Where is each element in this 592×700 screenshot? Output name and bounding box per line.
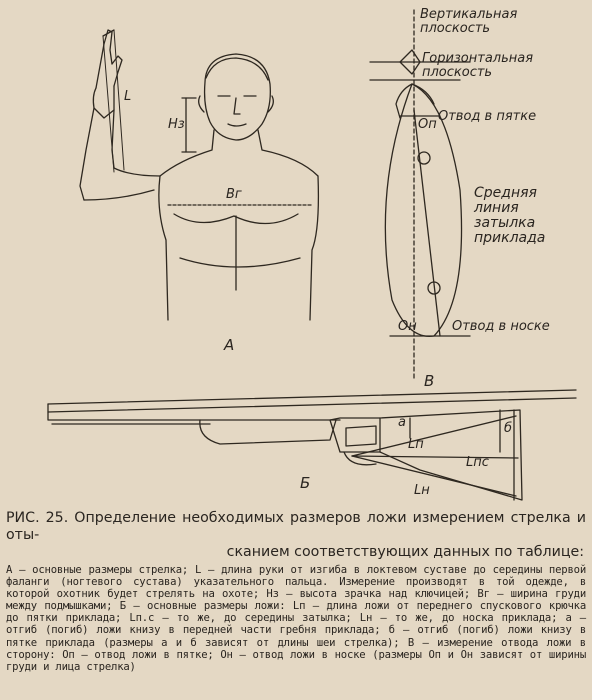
label-Br: Вг bbox=[226, 187, 242, 202]
label-panel-v: В bbox=[424, 372, 435, 390]
caption-title-line1: РИС. 25. Определение необходимых размеров ложи измерением стрелка и оты- bbox=[6, 510, 586, 543]
label-LH: Lн bbox=[414, 483, 430, 498]
label-toe-offset: Отвод в носке bbox=[452, 319, 550, 334]
label-On: Оп bbox=[418, 117, 437, 132]
label-Ln: Lп bbox=[408, 437, 424, 452]
caption-body: А — основные размеры стрелка; L — длина руки от изгиба в локтевом суставе до середины первой фаланги (ногтевого сустава) указательного пальца. Измерение производят в той одежде, в которой охотник будет стрелять на охоте; Нз — высота зрачка над ключицей; Вг — ширина груди между подмышками; Б — основные размеры ложи: Lп — длина ложи от переднего спускового крючка до пятки приклада; Lп.с — то же, до середины затылка; Lн — то же, до носка приклада; а — отгиб (погиб) ложи книзу в передней части гребня приклада; б — отгиб (погиб) ложи книзу в пятке приклада (размеры а и б зависят от длины шеи стрелка); В — измерение отвода ложи в сторону: Оп — отвод ложи в пятке; Он — отвод ложи в носке (размеры Оп и Он зависят от ширины груди и лица стрелка) bbox=[6, 564, 586, 673]
gun-drawing bbox=[48, 390, 576, 500]
man-drawing bbox=[80, 30, 318, 320]
label-panel-b: Б bbox=[300, 474, 311, 492]
label-vertical-plane: Вертикальная плоскость bbox=[420, 7, 518, 36]
label-middle-line: Средняя линия затылка приклада bbox=[474, 185, 546, 246]
label-L: L bbox=[124, 89, 132, 104]
label-heel-offset: Отвод в пятке bbox=[438, 109, 537, 124]
label-panel-a: А bbox=[224, 336, 235, 354]
caption-title bbox=[6, 510, 586, 561]
figure-caption bbox=[6, 510, 586, 673]
label-a: а bbox=[398, 415, 406, 430]
caption-title-line2: сканием соответствующих данных по таблице: bbox=[226, 544, 584, 560]
label-Hz: Нз bbox=[168, 117, 185, 132]
label-b: б bbox=[504, 421, 513, 436]
label-Lpc: Lпс bbox=[466, 455, 489, 470]
label-OH: Он bbox=[398, 319, 417, 334]
label-horizontal-plane: Горизонтальная плоскость bbox=[422, 51, 534, 80]
